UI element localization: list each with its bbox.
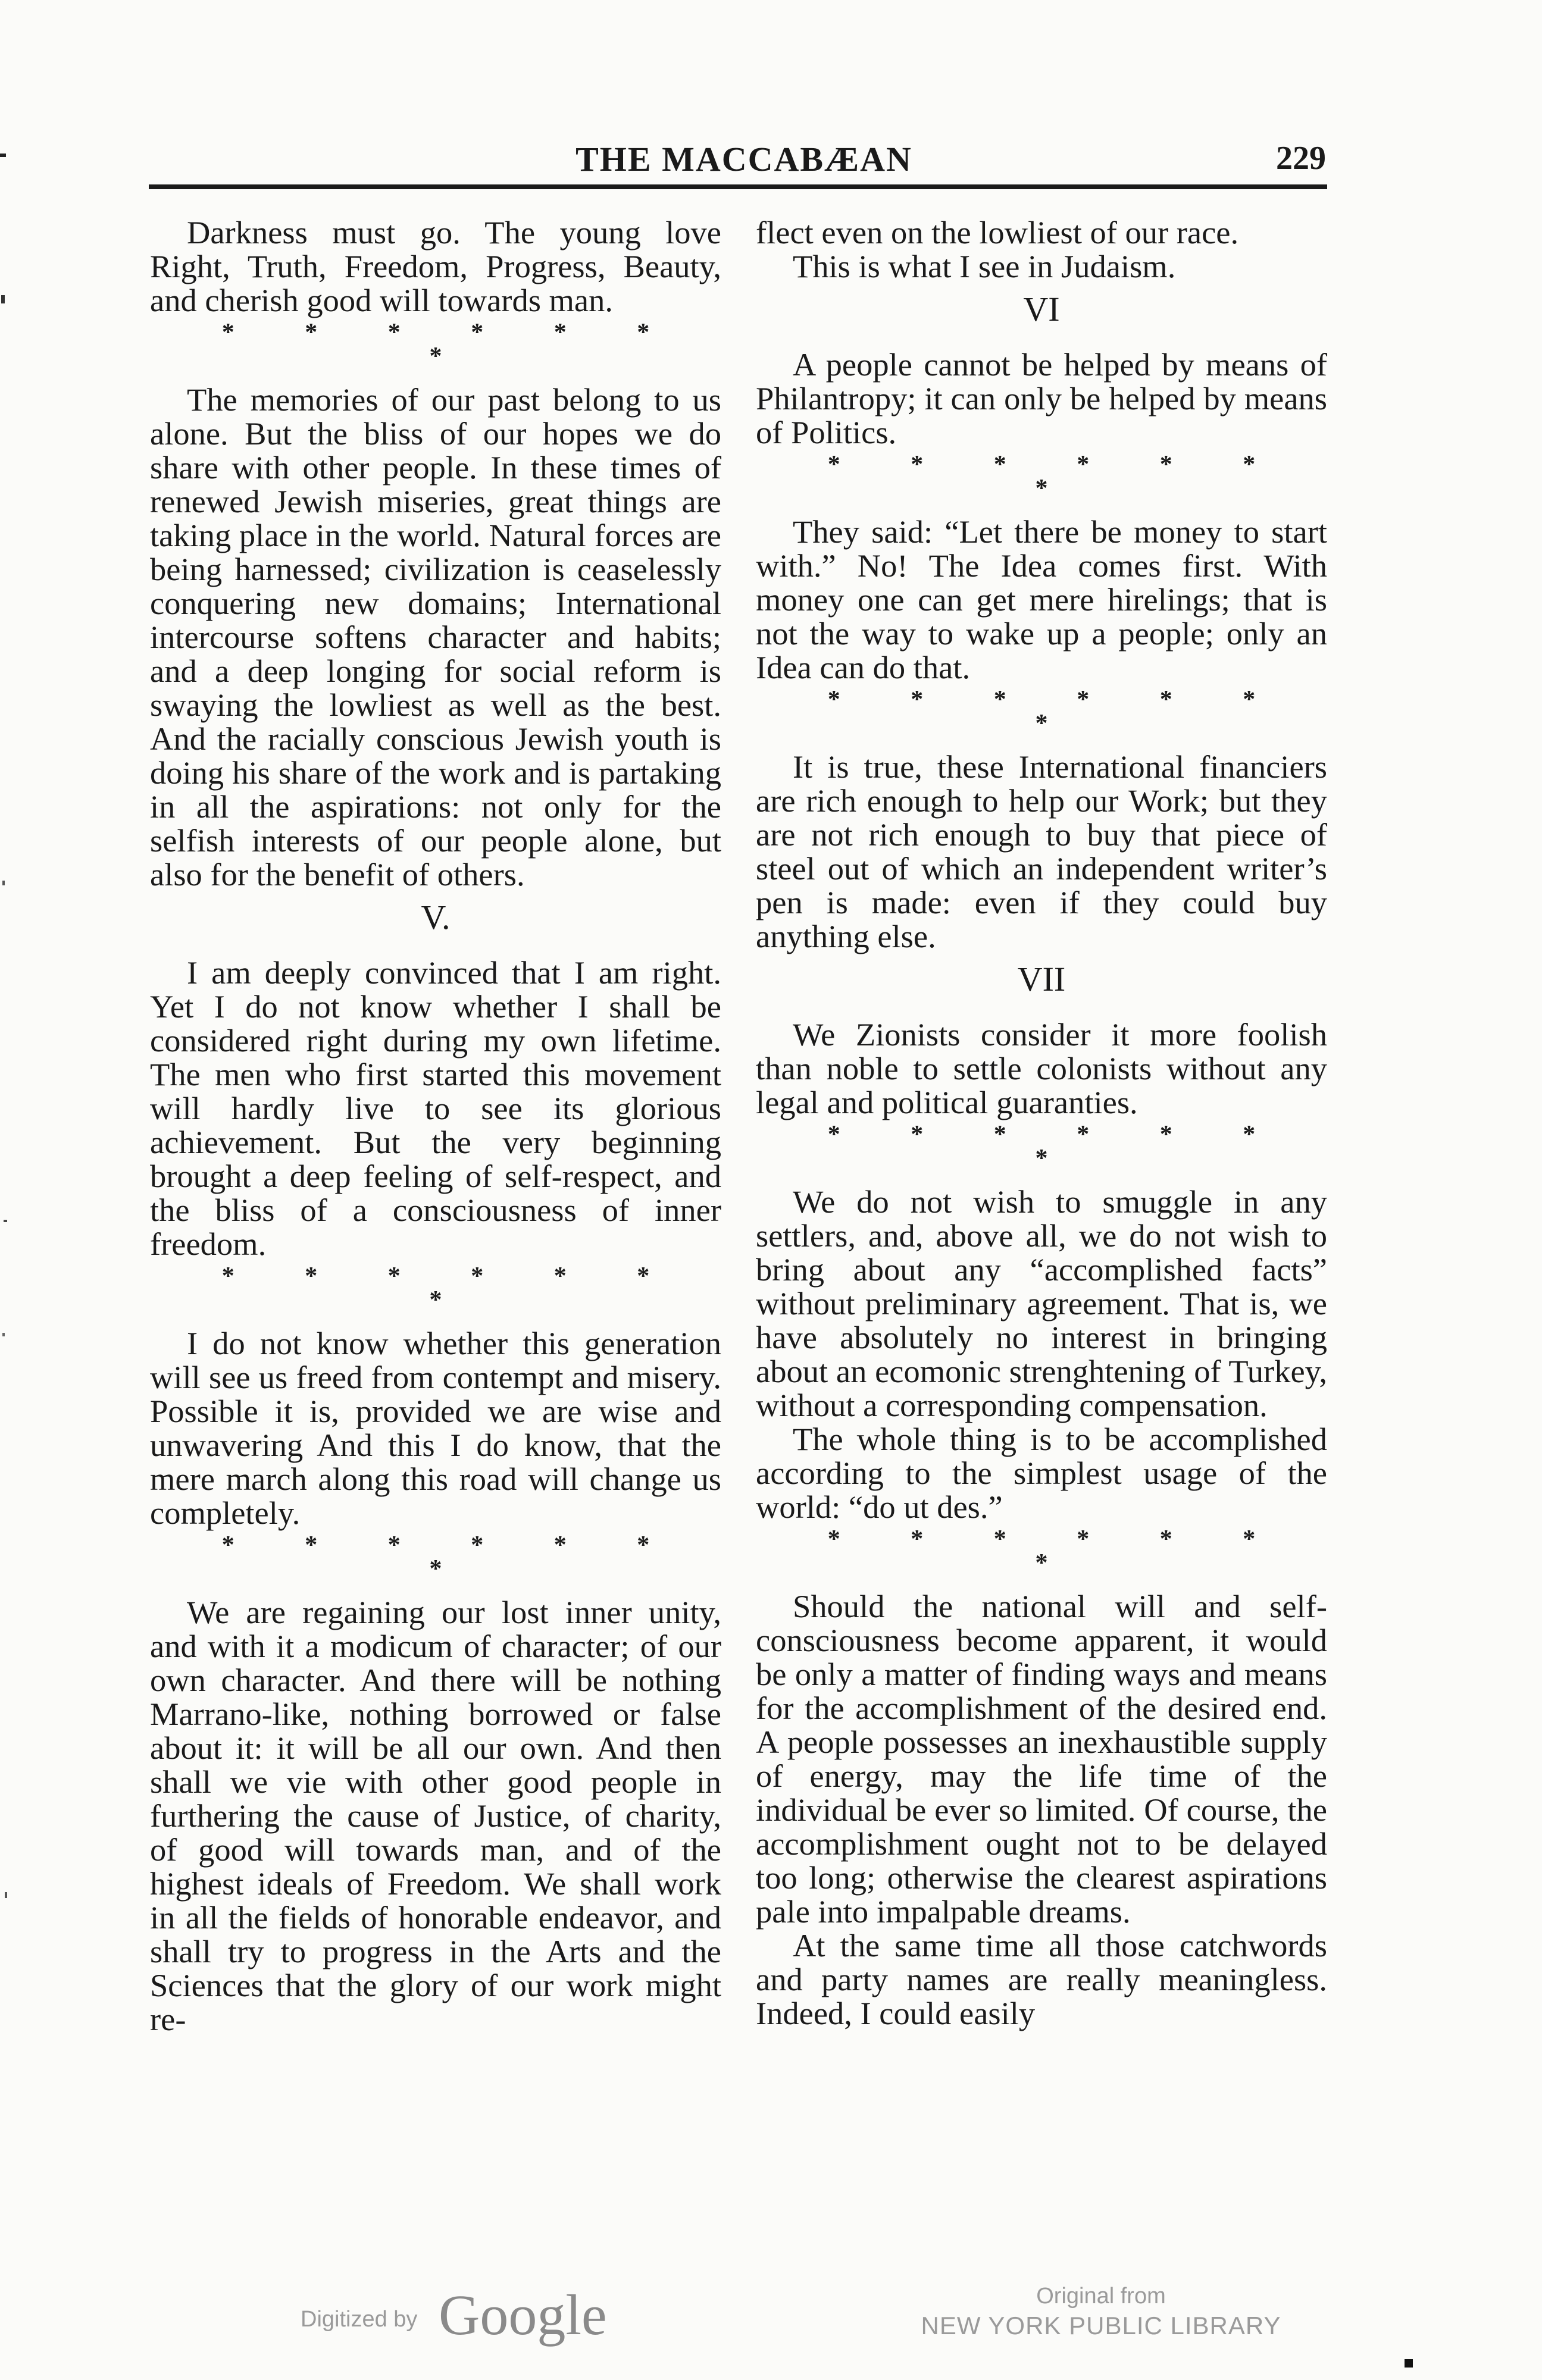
google-logo: Google [439,2283,607,2347]
running-title: THE MACCABÆAN [575,140,912,178]
digitized-by-label: Digitized by [301,2307,418,2332]
paragraph: It is true, these International financiers are rich enough to help our Work; but they are not rich enough to buy that piece of steel out of which an independent writer’s pen is made: even if they could buy anything else. [756,749,1327,954]
section-heading-vii: VII [1017,960,1066,998]
right-column [756,215,1327,2030]
paragraph: I am deeply convinced that I am right. Yet I do not know whether I shall be considered right during my own lifetime. The men who first started this movement will hardly live to see its glorious achievement. But the very beginning brought a deep feeling of self-respect, and the bliss of a consciousness of inner freedom. [150,954,721,1262]
original-from-label: Original from [1036,2284,1166,2309]
paragraph: The whole thing is to be accomplished according to the simplest usage of the world: “do ut des.” [756,1421,1327,1525]
page-header [149,139,1339,181]
section-heading-v: V. [421,898,451,937]
paragraph: They said: “Let there be money to start with.” No! The Idea comes first. With money one can get mere hirelings; that is not the way to wake up a people; only an Idea can do that. [756,513,1327,685]
page-number: 229 [1276,140,1326,177]
section-separator: * * * * * * * [827,686,1288,737]
paragraph: We do not wish to smuggle in any settlers, and, above all, we do not wish to bring about any “accomplished facts” without preliminary agreement. That is, we have absolutely no interest in bringing about an ecomonic strenghtening of Turkey, without a corresponding compensation. [756,1183,1327,1423]
paragraph: We Zionists consider it more foolish than noble to settle colonists without any legal and political guaranties. [756,1016,1327,1120]
left-column [150,215,721,2036]
source-attribution [887,2282,1315,2341]
paragraph: Should the national will and self-consciousness become apparent, it would be only a matter of finding ways and means for the accomplishment of the desired end. A people possesses an inexhaustible supply of energy, may the life time of the individual be ever so limited. Of course, the accomplishment ought not to be delayed too long; otherwise the clearest aspirations pale into impalpable dreams. [756,1588,1327,1930]
section-separator: * * * * * * * [827,1526,1288,1577]
paragraph: We are regaining our lost inner unity, and with it a modicum of character; of our own character. And there will be nothing Marrano-like, nothing borrowed or false about it: it will be all our own. And then shall we vie with other good people in furthering the cause of Justice, of charity, of good will towards man, and of the highest ideals of Freedom. We shall work in all the fields of honorable endeavor, and shall try to progress in the Arts and the Sciences that the glory of our work might re- [150,1594,721,2037]
header-rule [149,184,1327,189]
section-separator: * * * * * * * [221,319,682,370]
paragraph: At the same time all those catchwords and party names are really meaningless. Indeed, I could easily [756,1927,1327,2031]
library-name: NEW YORK PUBLIC LIBRARY [921,2312,1281,2340]
paragraph: A people cannot be helped by means of Philantropy; it can only be helped by means of Politics. [756,346,1327,450]
section-separator: * * * * * * * [221,1263,682,1314]
section-heading-vi: VI [1023,290,1060,328]
section-separator: * * * * * * * [827,451,1288,502]
paragraph: Darkness must go. The young love Right, Truth, Freedom, Progress, Beauty, and cherish good will towards man. [150,214,721,318]
paragraph: I do not know whether this generation will see us freed from contempt and misery. Possible it is, provided we are wise and unwavering And this I do know, that the mere march along this road will change us completely. [150,1325,721,1531]
section-separator: * * * * * * * [221,1532,682,1583]
section-separator: * * * * * * * [827,1121,1288,1172]
paragraph: The memories of our past belong to us alone. But the bliss of our hopes we do share with other people. In these times of renewed Jewish miseries, great things are taking place in the world. Natural forces are being harnessed; civilization is ceaselessly conquering new domains; International intercourse softens character and habits; and a deep longing for social reform is swaying the lowliest as well as the best. And the racially conscious Jewish youth is doing his share of the work and is partaking in all the aspirations: not only for the selfish interests of our people alone, but also for the benefit of others. [150,381,721,892]
paragraph: This is what I see in Judaism. [793,248,1176,284]
paragraph-continued: flect even on the lowliest of our race. [756,214,1239,250]
